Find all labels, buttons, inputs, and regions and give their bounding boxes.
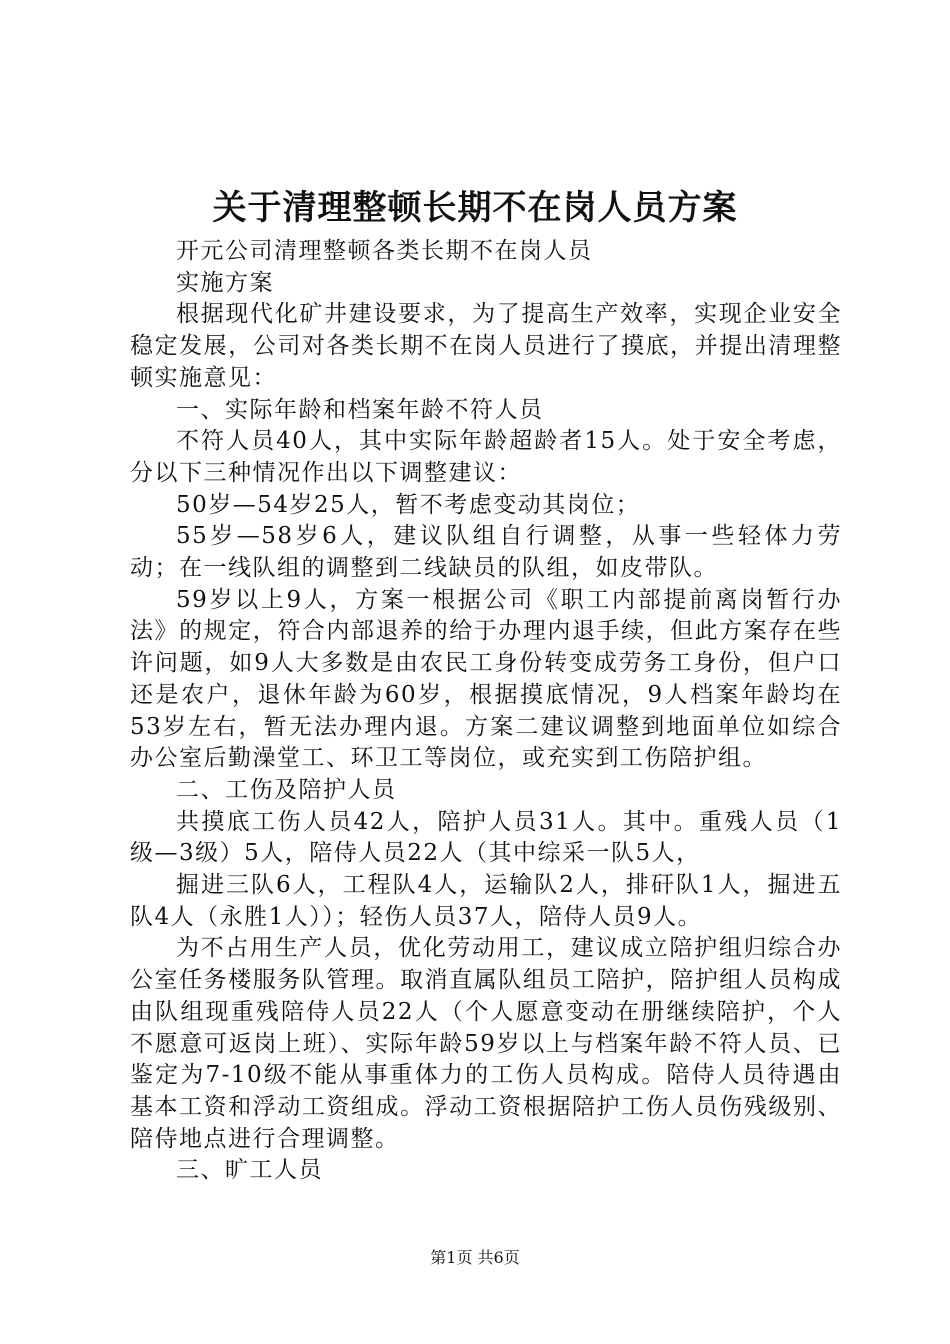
paragraph: 共摸底工伤人员42人，陪护人员31人。其中。重残人员（1级—3级）5人，陪侍人员22人（其中综采一队5人， [130, 808, 842, 867]
paragraph: 59岁以上9人，方案一根据公司《职工内部提前离岗暂行办法》的规定，符合内部退养的给于办理内退手续，但此方案存在些许问题，如9人大多数是由农民工身份转变成劳务工身份，但户口还是农户，退休年龄为60岁，根据摸底情况，9人档案年龄均在53岁左右，暂无法办理内退。方案二建议调整到地面单位如综合办公室后勤澡堂工、环卫工等岗位，或充实到工伤陪护组。 [130, 586, 842, 772]
paragraph: 实施方案 [176, 269, 274, 296]
paragraph: 掘进三队6人，工程队4人，运输队2人，排矸队1人，掘进五队4人（永胜1人））；轻伤人员37人，陪侍人员9人。 [130, 872, 842, 930]
paragraph: 不符人员40人，其中实际年龄超龄者15人。处于安全考虑，分以下三种情况作出以下调整建议： [130, 428, 842, 486]
paragraph: 55岁—58岁6人，建议队组自行调整，从事一些轻体力劳动；在一线队组的调整到二线缺员的队组，如皮带队。 [130, 523, 842, 582]
paragraph: 根据现代化矿井建设要求，为了提高生产效率，实现企业安全稳定发展，公司对各类长期不在岗人员进行了摸底，并提出清理整顿实施意见： [130, 301, 842, 391]
section-heading: 三、旷工人员 [176, 1157, 323, 1184]
document-title: 关于清理整顿长期不在岗人员方案 [212, 188, 738, 228]
section-heading: 一、实际年龄和档案年龄不符人员 [176, 396, 544, 423]
document-body [130, 236, 842, 1187]
paragraph: 开元公司清理整顿各类长期不在岗人员 [176, 238, 593, 264]
page-number-footer: 第1页 共6页 [430, 1248, 520, 1267]
section-heading: 二、工伤及陪护人员 [176, 776, 397, 803]
paragraph: 为不占用生产人员，优化劳动用工，建议成立陪护组归综合办公室任务楼服务队管理。取消直属队组员工陪护，陪护组人员构成由队组现重残陪侍人员22人（个人愿意变动在册继续陪护，个人不愿意可返岗上班）、实际年龄59岁以上与档案年龄不符人员、已鉴定为7-10级不能从事重体力的工伤人员构成。陪侍人员待遇由基本工资和浮动工资组成。浮动工资根据陪护工伤人员伤残级别、陪侍地点进行合理调整。 [130, 935, 842, 1152]
paragraph: 50岁—54岁25人，暂不考虑变动其岗位； [176, 491, 641, 518]
